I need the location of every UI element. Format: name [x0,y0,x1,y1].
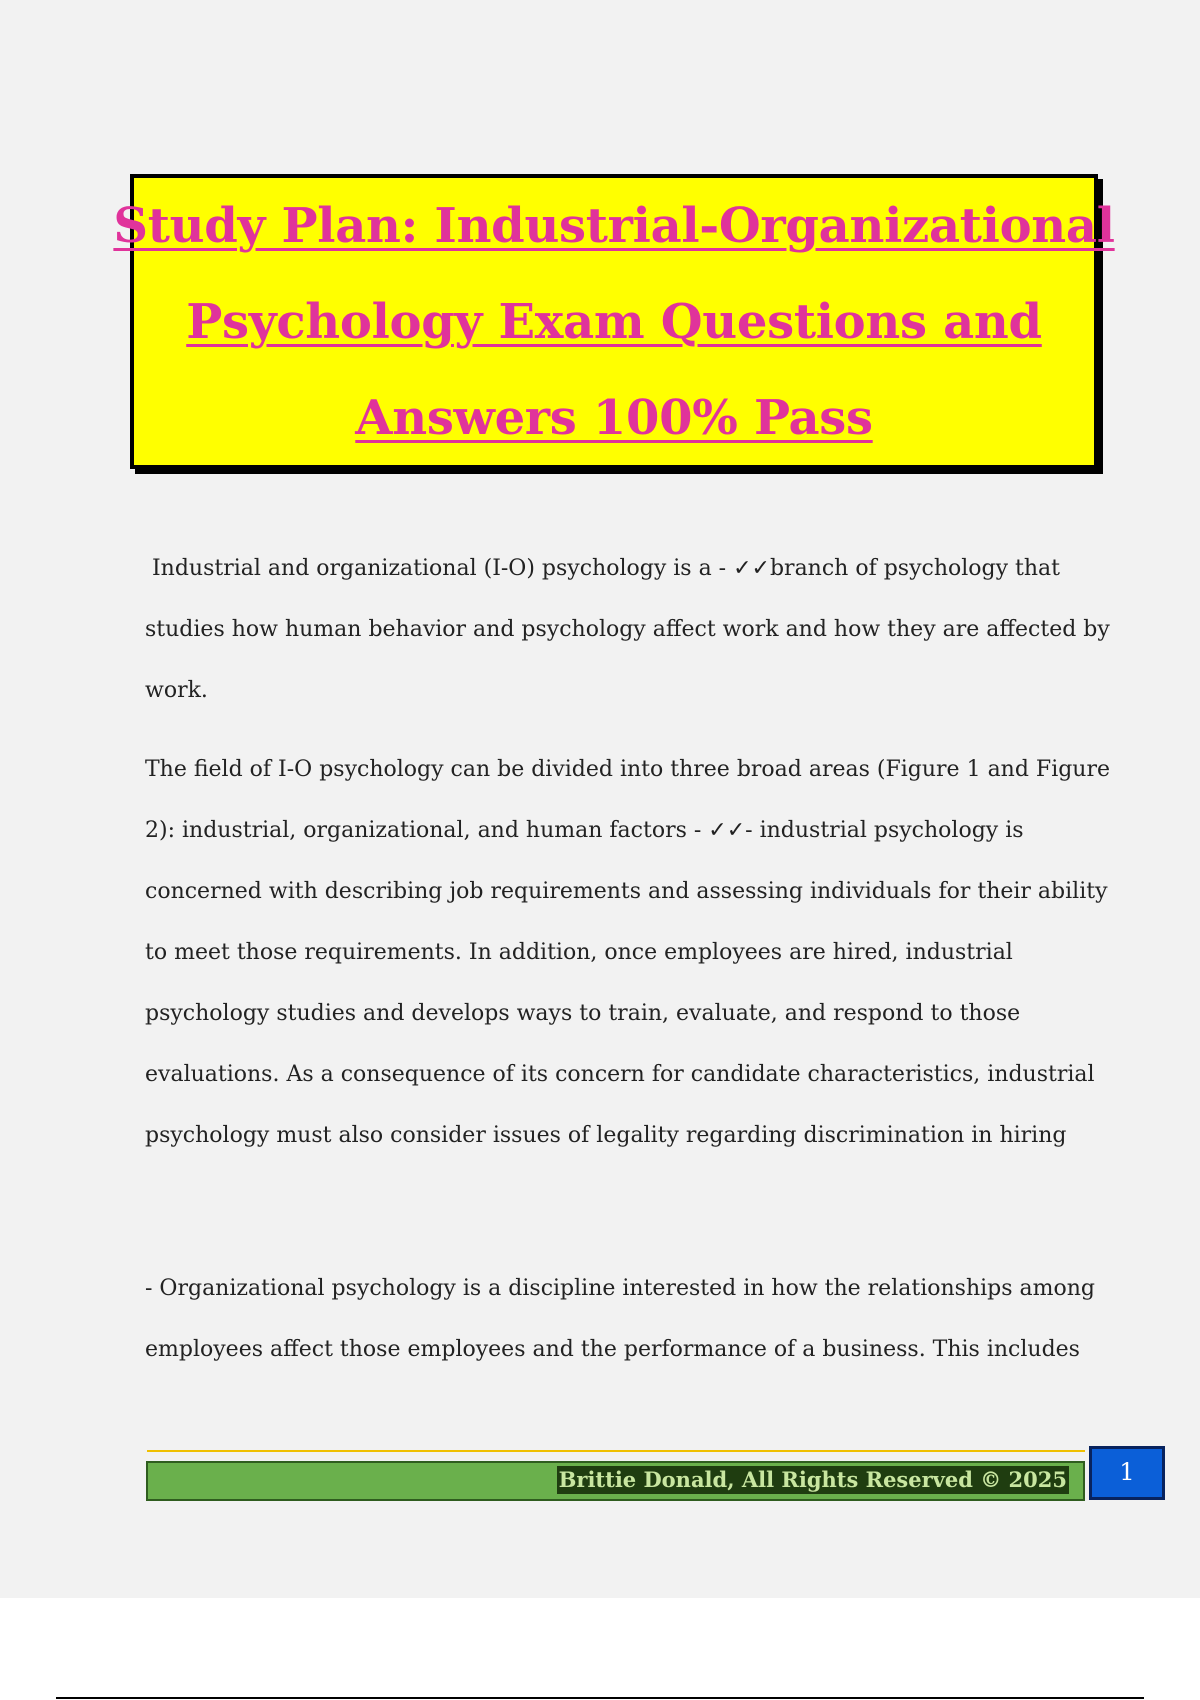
text-line: studies how human behavior and psychology affect work and how they are affected by [145,617,1110,642]
text-line: - Organizational psychology is a discipline interested in how the relationships among [145,1276,1095,1301]
copyright-notice: Brittie Donald, All Rights Reserved © 2025 [558,1467,1067,1492]
text-line: concerned with describing job requirements and assessing individuals for their ability [145,879,1108,904]
text-line: psychology studies and develops ways to train, evaluate, and respond to those [145,1001,1021,1026]
title-line-3: Answers 100% Pass [355,389,873,446]
text-line: to meet those requirements. In addition, once employees are hired, industrial [145,940,1013,965]
page-number: 1 [1089,1446,1165,1500]
text-line: 2): industrial, organizational, and human factors - ✓✓- industrial psychology is [145,818,1024,843]
title-line-2: Psychology Exam Questions and [186,293,1042,350]
text-line: The field of I-O psychology can be divided into three broad areas (Figure 1 and Figure [145,757,1111,782]
text-line: psychology must also consider issues of legality regarding discrimination in hiring [145,1123,1067,1148]
text-line: work. [145,678,208,703]
footer-divider [147,1450,1085,1452]
footer-bar [146,1461,1085,1501]
paragraph-organizational [145,1274,1095,1396]
paragraph-three-areas [145,755,1111,1182]
title-line-1: Study Plan: Industrial-Organizational [113,197,1115,254]
page-bottom-divider [56,1697,1144,1699]
text-line: employees affect those employees and the performance of a business. This includes [145,1337,1080,1362]
title-banner [113,174,1115,469]
paragraph-definition [145,554,1110,737]
text-line: Industrial and organizational (I-O) psychology is a - ✓✓branch of psychology that [145,556,1061,581]
text-line: evaluations. As a consequence of its concern for candidate characteristics, industrial [145,1062,1095,1087]
